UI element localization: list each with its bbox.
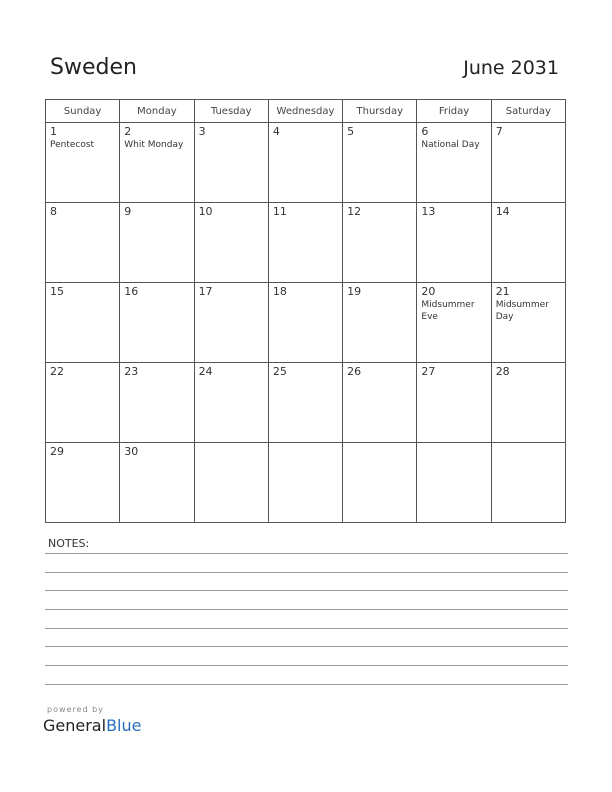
day-number: 19 bbox=[347, 285, 362, 298]
day-number: 29 bbox=[50, 445, 64, 458]
day-number: 13 bbox=[421, 205, 436, 218]
weekday-tuesday: Tuesday bbox=[194, 100, 268, 123]
weekday-saturday: Saturday bbox=[491, 100, 565, 123]
day-cell bbox=[343, 123, 417, 203]
note-line bbox=[45, 646, 568, 647]
note-line bbox=[45, 609, 568, 610]
holiday-label: National Day bbox=[421, 140, 480, 150]
day-cell bbox=[343, 363, 417, 443]
note-line bbox=[45, 553, 568, 554]
holiday-label: Midsummer Day bbox=[495, 300, 549, 322]
day-cell bbox=[194, 123, 268, 203]
holiday-label: Midsummer Eve bbox=[421, 300, 475, 322]
day-cell bbox=[343, 443, 417, 523]
week-row bbox=[46, 283, 566, 363]
brand-logo bbox=[43, 716, 141, 735]
day-cell bbox=[417, 203, 491, 283]
month-year-title: June 2031 bbox=[463, 57, 559, 79]
day-cell bbox=[491, 283, 565, 363]
note-line bbox=[45, 590, 568, 591]
weekday-sunday: Sunday bbox=[46, 100, 120, 123]
day-cell bbox=[268, 203, 342, 283]
day-cell bbox=[194, 363, 268, 443]
day-cell bbox=[46, 283, 120, 363]
day-cell bbox=[417, 363, 491, 443]
day-cell bbox=[268, 123, 342, 203]
day-cell bbox=[46, 363, 120, 443]
day-number: 9 bbox=[124, 205, 132, 218]
weekday-wednesday: Wednesday bbox=[268, 100, 342, 123]
day-number: 30 bbox=[124, 445, 139, 458]
day-cell bbox=[417, 123, 491, 203]
day-cell bbox=[491, 443, 565, 523]
day-number: 3 bbox=[198, 125, 206, 138]
brand-blue: Blue bbox=[106, 716, 142, 735]
weekday-friday: Friday bbox=[417, 100, 491, 123]
day-cell bbox=[491, 363, 565, 443]
day-cell bbox=[268, 363, 342, 443]
weekday-thursday: Thursday bbox=[343, 100, 417, 123]
note-line bbox=[45, 684, 568, 685]
day-cell bbox=[417, 283, 491, 363]
notes-label: NOTES: bbox=[48, 537, 90, 550]
weekday-monday: Monday bbox=[120, 100, 194, 123]
day-cell bbox=[120, 203, 194, 283]
week-row bbox=[46, 203, 566, 283]
day-cell bbox=[194, 203, 268, 283]
day-number: 15 bbox=[50, 285, 64, 298]
day-cell bbox=[46, 443, 120, 523]
day-cell bbox=[491, 123, 565, 203]
day-number: 17 bbox=[198, 285, 213, 298]
day-number: 25 bbox=[272, 365, 287, 378]
day-number: 28 bbox=[495, 365, 510, 378]
day-number: 5 bbox=[347, 125, 355, 138]
day-cell bbox=[46, 123, 120, 203]
note-line bbox=[45, 628, 568, 629]
day-number: 14 bbox=[495, 205, 510, 218]
day-number: 4 bbox=[272, 125, 280, 138]
day-number: 20 bbox=[421, 285, 436, 298]
day-number: 22 bbox=[50, 365, 64, 378]
day-number: 6 bbox=[421, 125, 429, 138]
day-cell bbox=[46, 203, 120, 283]
calendar-grid bbox=[45, 99, 566, 523]
day-number: 16 bbox=[124, 285, 139, 298]
powered-by-text: powered by bbox=[47, 705, 104, 714]
day-number: 23 bbox=[124, 365, 139, 378]
day-cell bbox=[268, 443, 342, 523]
day-number: 11 bbox=[272, 205, 287, 218]
day-number: 21 bbox=[495, 285, 510, 298]
note-line bbox=[45, 665, 568, 666]
holiday-label: Whit Monday bbox=[124, 140, 184, 150]
day-number: 1 bbox=[50, 125, 57, 138]
day-cell bbox=[120, 283, 194, 363]
day-cell bbox=[491, 203, 565, 283]
day-number: 24 bbox=[198, 365, 213, 378]
day-cell bbox=[417, 443, 491, 523]
day-number: 27 bbox=[421, 365, 436, 378]
day-number: 12 bbox=[347, 205, 362, 218]
brand-general: General bbox=[43, 716, 107, 735]
day-cell bbox=[268, 283, 342, 363]
day-number: 8 bbox=[50, 205, 57, 218]
note-line bbox=[45, 572, 568, 573]
day-cell bbox=[120, 123, 194, 203]
day-cell bbox=[120, 363, 194, 443]
day-number: 7 bbox=[495, 125, 503, 138]
weekday-header-row bbox=[46, 100, 566, 123]
day-number: 2 bbox=[124, 125, 132, 138]
day-cell bbox=[343, 283, 417, 363]
day-cell bbox=[343, 203, 417, 283]
week-row bbox=[46, 443, 566, 523]
day-number: 18 bbox=[272, 285, 287, 298]
week-row bbox=[46, 363, 566, 443]
day-cell bbox=[194, 443, 268, 523]
holiday-label: Pentecost bbox=[50, 140, 95, 150]
week-row bbox=[46, 123, 566, 203]
country-title: Sweden bbox=[50, 55, 137, 80]
day-number: 10 bbox=[198, 205, 213, 218]
day-number: 26 bbox=[347, 365, 362, 378]
day-cell bbox=[194, 283, 268, 363]
day-cell bbox=[120, 443, 194, 523]
